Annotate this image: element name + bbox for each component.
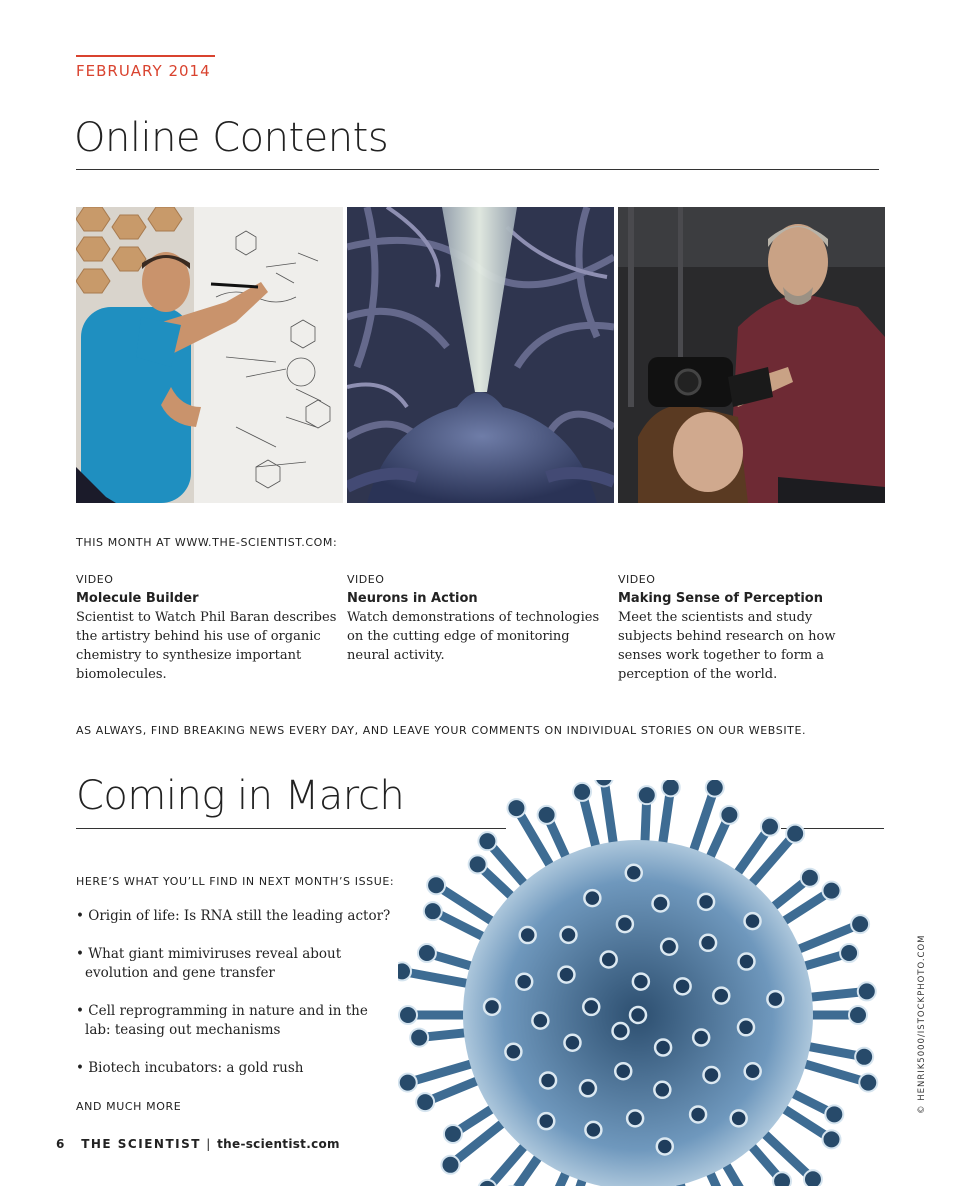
virus-surface-bump <box>745 1063 761 1079</box>
virus-spike-tip <box>720 806 738 824</box>
virus-surface-bump <box>745 913 761 929</box>
and-much-more: AND MUCH MORE <box>76 1100 182 1113</box>
virus-surface-bump <box>505 1044 521 1060</box>
virus-surface-bump <box>693 1030 709 1046</box>
virus-surface-bump <box>713 988 729 1004</box>
coming-in-march-heading: Coming in March <box>76 773 405 819</box>
online-intro: THIS MONTH AT WWW.THE-SCIENTIST.COM: <box>76 536 338 549</box>
virus-illustration <box>398 780 888 1186</box>
video-title[interactable]: Molecule Builder <box>76 591 199 606</box>
video-item[interactable] <box>618 573 858 684</box>
virus-spike <box>746 834 795 891</box>
virus-surface-bump <box>738 1019 754 1035</box>
virus-spike <box>758 1128 813 1179</box>
virus-surface-bump <box>560 927 576 943</box>
video-item[interactable] <box>347 573 609 665</box>
making-sense-of-perception-photo[interactable] <box>618 207 885 503</box>
virus-surface-bump <box>540 1072 556 1088</box>
list-item: • Origin of life: Is RNA still the leading actor? <box>76 908 391 924</box>
virus-surface-bump <box>532 1013 548 1029</box>
virus-surface-bump <box>627 1110 643 1126</box>
virus-spike-tip <box>638 786 656 804</box>
virus-spike-tip <box>410 1029 428 1047</box>
virus-surface-bump <box>564 1035 580 1051</box>
issue-date: FEBRUARY 2014 <box>76 62 211 80</box>
coming-intro: HERE’S WHAT YOU’LL FIND IN NEXT MONTH’S ISSUE: <box>76 875 395 888</box>
page-footer <box>56 1137 340 1151</box>
date-rule <box>76 55 215 57</box>
virus-surface-bump <box>613 1023 629 1039</box>
virus-spike-tip <box>825 1105 843 1123</box>
virus-spike-tip <box>706 780 724 797</box>
virus-surface-bump <box>626 865 642 881</box>
list-item: • What giant mimiviruses reveal about evolution and gene transfer <box>76 946 342 981</box>
virus-surface-bump <box>584 890 600 906</box>
video-description: Scientist to Watch Phil Baran describes the artistry behind his use of organic chemistry to synthesize important biomolecules. <box>76 610 337 682</box>
virus-spike <box>796 1061 868 1082</box>
virus-surface-bump <box>601 952 617 968</box>
virus-spike-tip <box>786 825 804 843</box>
virus-surface-bump <box>538 1113 554 1129</box>
virus-spike <box>604 780 615 852</box>
virus-spike-tip <box>444 1125 462 1143</box>
virus-surface-bump <box>520 927 536 943</box>
virus-spike-tip <box>662 780 680 796</box>
virus-spike-tip <box>840 944 858 962</box>
page-number: 6 <box>56 1137 66 1151</box>
virus-spike-tip <box>851 915 869 933</box>
virus-surface-bump <box>731 1110 747 1126</box>
virus-spike-tip <box>427 876 445 894</box>
next-issue-list <box>76 907 396 1097</box>
virus-spike-tip <box>595 780 613 786</box>
virus-spike-tip <box>822 1130 840 1148</box>
virus-spike-tip <box>507 799 525 817</box>
virus-spike-tip <box>761 818 779 836</box>
photo-credit: © HENRIK5000/ISTOCKPHOTO.COM <box>917 934 927 1114</box>
video-description: Meet the scientists and study subjects behind research on how senses work together to form a perception of the world. <box>618 610 836 682</box>
footer-separator: | <box>206 1137 212 1151</box>
neurons-in-action-photo[interactable] <box>347 207 614 503</box>
virus-surface-bump <box>633 974 649 990</box>
virus-spike-tip <box>441 1156 459 1174</box>
video-tag: VIDEO <box>347 573 385 586</box>
virus-spike-tip <box>399 1006 417 1024</box>
virus-surface-bump <box>484 999 500 1015</box>
website-note: AS ALWAYS, FIND BREAKING NEWS EVERY DAY, AND LEAVE YOUR COMMENTS ON INDIVIDUAL STORIES ON OUR WEBSITE. <box>76 724 807 737</box>
heading-rule <box>76 169 879 170</box>
virus-surface-bump <box>738 954 754 970</box>
virus-spike-tip <box>418 944 436 962</box>
virus-spike <box>402 971 476 985</box>
virus-surface-bump <box>655 1040 671 1056</box>
virus-surface-bump <box>558 967 574 983</box>
virus-surface-bump <box>767 991 783 1007</box>
video-tag: VIDEO <box>618 573 656 586</box>
virus-surface-bump <box>690 1106 706 1122</box>
virus-surface-bump <box>617 916 633 932</box>
virus-surface-bump <box>630 1007 646 1023</box>
virus-surface-bump <box>703 1067 719 1083</box>
virus-surface-bump <box>585 1122 601 1138</box>
virus-spike-tip <box>804 1170 822 1186</box>
virus-surface-bump <box>700 935 716 951</box>
virus-spike-tip <box>822 882 840 900</box>
virus-spike-tip <box>855 1048 873 1066</box>
virus-surface-bump <box>580 1080 596 1096</box>
virus-surface-bump <box>661 939 677 955</box>
virus-spike-tip <box>859 1074 877 1092</box>
virus-spike-tip <box>416 1093 434 1111</box>
virus-spike-tip <box>469 855 487 873</box>
virus-spike-tip <box>858 982 876 1000</box>
video-title[interactable]: Neurons in Action <box>347 591 478 606</box>
virus-spike-tip <box>399 1074 417 1092</box>
video-description: Watch demonstrations of technologies on the cutting edge of monitoring neural activity. <box>347 610 600 663</box>
video-title[interactable]: Making Sense of Perception <box>618 591 823 606</box>
virus-spike-tip <box>398 962 411 980</box>
virus-surface-bump <box>675 978 691 994</box>
list-item: • Cell reprogramming in nature and in the lab: teasing out mechanisms <box>76 1003 368 1038</box>
virus-surface-bump <box>516 974 532 990</box>
virus-surface-bump <box>653 896 669 912</box>
virus-surface-bump <box>657 1138 673 1154</box>
virus-spike-tip <box>424 902 442 920</box>
virus-spike-tip <box>773 1172 791 1186</box>
virus-surface-bump <box>698 894 714 910</box>
publication-name: THE SCIENTIST <box>81 1137 201 1151</box>
virus-spike-tip <box>573 783 591 801</box>
virus-spike-tip <box>801 869 819 887</box>
online-contents-heading: Online Contents <box>74 115 389 161</box>
virus-surface-bump <box>654 1082 670 1098</box>
virus-spike-tip <box>538 806 556 824</box>
molecule-builder-photo[interactable] <box>76 207 343 503</box>
virus-spike-tip <box>849 1006 867 1024</box>
website-link[interactable]: the-scientist.com <box>217 1137 340 1151</box>
video-item[interactable] <box>76 573 338 684</box>
virus-spike-tip <box>478 832 496 850</box>
list-item: • Biotech incubators: a gold rush <box>76 1060 304 1076</box>
virus-surface-bump <box>583 999 599 1015</box>
virus-surface-bump <box>615 1063 631 1079</box>
video-tag: VIDEO <box>76 573 114 586</box>
